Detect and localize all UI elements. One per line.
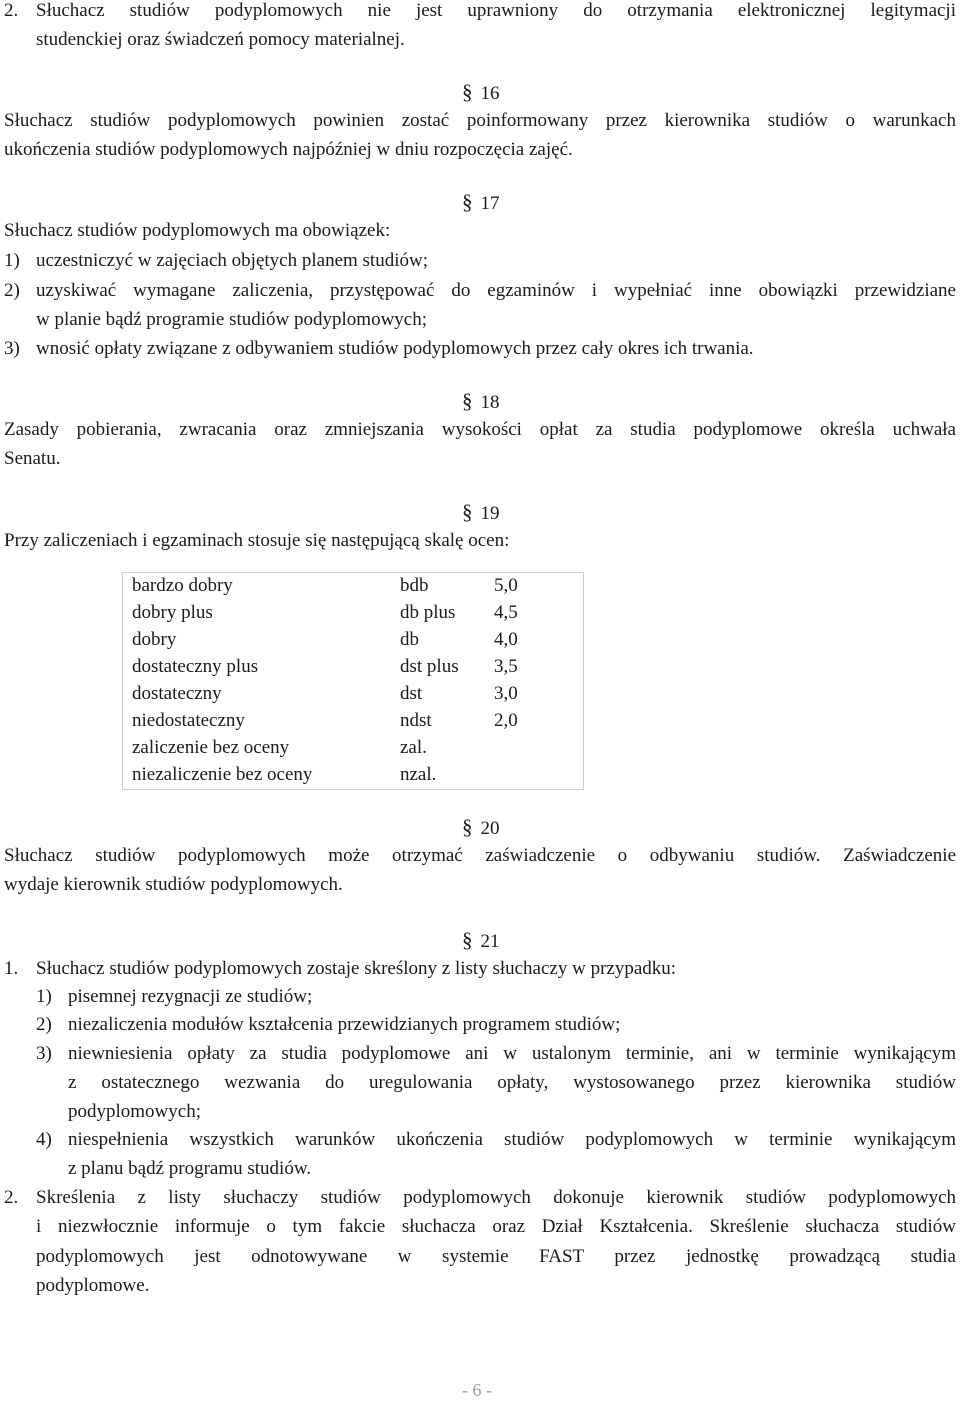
list-item-number: 2)	[36, 1014, 52, 1035]
grade-name: dostateczny	[132, 683, 222, 704]
section-symbol: §	[462, 80, 473, 104]
table-row	[123, 683, 583, 710]
grade-name: dostateczny plus	[132, 656, 259, 677]
paragraph-text: i niezwłocznie informuje o tym fakcie słuchacza oraz Dział Kształcenia. Skreślenie słuchacza studiów	[36, 1216, 956, 1237]
table-row	[123, 575, 583, 602]
grade-name: zaliczenie bez oceny	[132, 737, 290, 758]
list-item-number: 3)	[4, 338, 20, 359]
grade-name: dobry	[132, 629, 177, 650]
grade-value: 3,0	[494, 683, 518, 704]
list-item-number: 1)	[36, 986, 52, 1007]
section-17-heading	[462, 190, 500, 215]
section-number: 17	[480, 193, 500, 214]
section-number: 20	[480, 818, 500, 839]
grade-abbr: dst plus	[400, 656, 459, 677]
table-row	[123, 710, 583, 737]
table-row	[123, 656, 583, 683]
grade-value: 5,0	[494, 575, 518, 596]
grade-abbr: db plus	[400, 602, 456, 623]
grade-value: 3,5	[494, 656, 518, 677]
grade-abbr: ndst	[400, 710, 432, 731]
section-16-line-1: Słuchacz studiów podyplomowych powinien zostać poinformowany przez kierownika studiów o warunkach	[4, 110, 956, 131]
section-symbol: §	[462, 815, 473, 839]
section-16-heading	[462, 80, 500, 105]
list-item-text: uzyskiwać wymagane zaliczenia, przystępować do egzaminów i wypełniać inne obowiązki przewidziane	[36, 280, 956, 301]
paragraph-text: podyplomowych jest odnotowywane w systemie FAST przez jednostkę prowadzącą studia	[36, 1246, 956, 1267]
intro-number: 2.	[4, 0, 19, 21]
list-item-text: niezaliczenia modułów kształcenia przewidzianych programem studiów;	[68, 1014, 621, 1035]
list-item-text: wnosić opłaty związane z odbywaniem studiów podyplomowych przez cały okres ich trwania.	[36, 338, 754, 359]
section-number: 19	[480, 503, 500, 524]
grade-name: dobry plus	[132, 602, 213, 623]
section-number: 16	[480, 83, 500, 104]
list-item-number: 2)	[4, 280, 20, 301]
list-item-number: 3)	[36, 1043, 52, 1064]
section-18-heading	[462, 389, 500, 414]
table-row	[123, 764, 583, 791]
table-row	[123, 629, 583, 656]
section-20-heading	[462, 815, 500, 840]
section-17-lead: Słuchacz studiów podyplomowych ma obowiązek:	[4, 220, 391, 241]
section-19-heading	[462, 500, 500, 525]
list-item-number: 4)	[36, 1129, 52, 1150]
list-item-text: podyplomowych;	[68, 1101, 201, 1122]
grade-abbr: nzal.	[400, 764, 437, 785]
section-symbol: §	[462, 928, 473, 952]
section-number: 18	[480, 392, 500, 413]
grade-value: 2,0	[494, 710, 518, 731]
section-number: 21	[480, 931, 500, 952]
grade-abbr: bdb	[400, 575, 429, 596]
list-item-text: niespełnienia wszystkich warunków ukończenia studiów podyplomowych w terminie wynikającym	[68, 1129, 956, 1150]
section-16-line-2: ukończenia studiów podyplomowych najpóźniej w dniu rozpoczęcia zajęć.	[4, 139, 573, 160]
grade-abbr: db	[400, 629, 419, 650]
section-20-line-2: wydaje kierownik studiów podyplomowych.	[4, 874, 343, 895]
paragraph-number: 2.	[4, 1187, 19, 1208]
grading-scale-table	[122, 572, 584, 790]
page-number: - 6 -	[462, 1380, 492, 1400]
table-row	[123, 737, 583, 764]
list-item-text: uczestniczyć w zajęciach objętych planem studiów;	[36, 250, 428, 271]
grade-value: 4,5	[494, 602, 518, 623]
section-symbol: §	[462, 500, 473, 524]
grade-abbr: dst	[400, 683, 423, 704]
table-row	[123, 602, 583, 629]
paragraph-text: podyplomowe.	[36, 1275, 150, 1296]
section-18-line-2: Senatu.	[4, 448, 61, 469]
paragraph-number: 1.	[4, 958, 19, 979]
grade-name: bardzo dobry	[132, 575, 233, 596]
grade-name: niedostateczny	[132, 710, 245, 731]
grade-value: 4,0	[494, 629, 518, 650]
section-19-lead: Przy zaliczeniach i egzaminach stosuje się następującą skalę ocen:	[4, 530, 510, 551]
list-item-number: 1)	[4, 250, 20, 271]
grade-abbr: zal.	[400, 737, 427, 758]
paragraph-text: Słuchacz studiów podyplomowych zostaje skreślony z listy słuchaczy w przypadku:	[36, 958, 677, 979]
list-item-text: pisemnej rezygnacji ze studiów;	[68, 986, 313, 1007]
intro-line-1: Słuchacz studiów podyplomowych nie jest uprawniony do otrzymania elektronicznej legitymacji	[36, 0, 956, 21]
list-item-text: w planie bądź programie studiów podyplomowych;	[36, 309, 428, 330]
list-item-text: z planu bądź programu studiów.	[68, 1158, 312, 1179]
intro-line-2: studenckiej oraz świadczeń pomocy materialnej.	[36, 29, 405, 50]
section-symbol: §	[462, 190, 473, 214]
section-20-line-1: Słuchacz studiów podyplomowych może otrzymać zaświadczenie o odbywaniu studiów. Zaświadczenie	[4, 845, 956, 866]
list-item-text: z ostatecznego wezwania do uregulowania opłaty, wystosowanego przez kierownika studiów	[68, 1072, 956, 1093]
section-symbol: §	[462, 389, 473, 413]
paragraph-text: Skreślenia z listy słuchaczy studiów podyplomowych dokonuje kierownik studiów podyplomowych	[36, 1187, 956, 1208]
grade-name: niezaliczenie bez oceny	[132, 764, 313, 785]
section-18-line-1: Zasady pobierania, zwracania oraz zmniejszania wysokości opłat za studia podyplomowe określa uchwała	[4, 419, 956, 440]
section-21-heading	[462, 928, 500, 953]
list-item-text: niewniesienia opłaty za studia podyplomowe ani w ustalonym terminie, ani w terminie wynikającym	[68, 1043, 956, 1064]
